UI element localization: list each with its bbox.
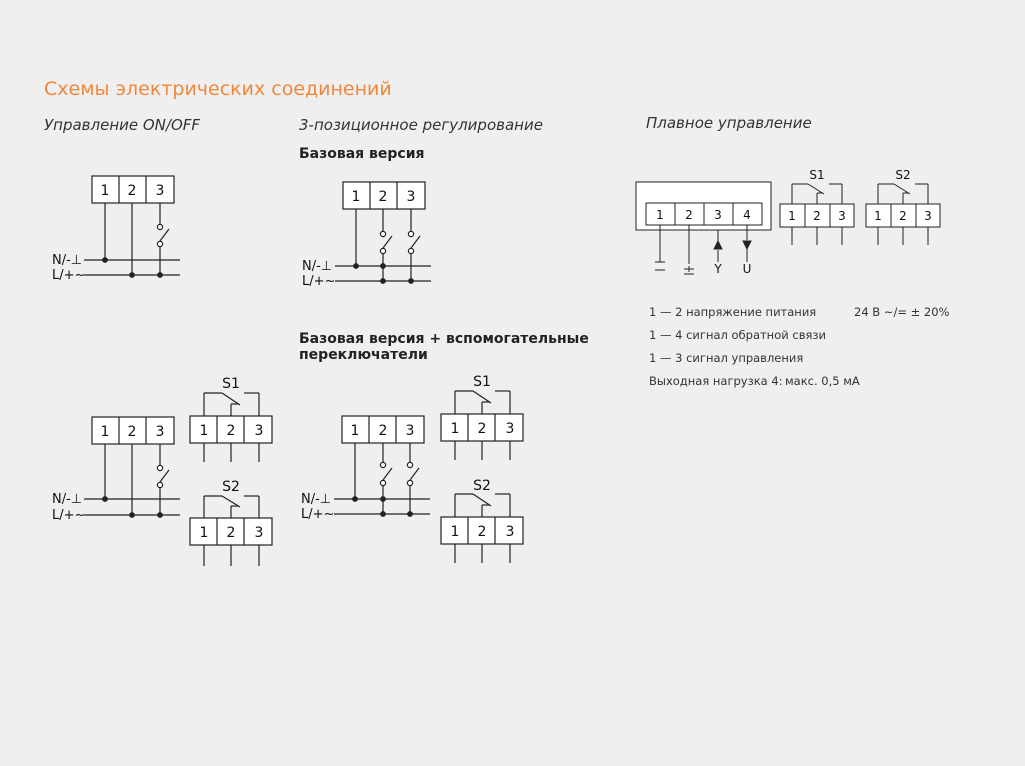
terminal-label: 1 — [450, 524, 460, 540]
line-label-l: L/+~ — [52, 508, 86, 523]
terminal-label: 2 — [477, 421, 487, 437]
legend-row-4-value: макс. 0,5 мA — [785, 374, 860, 388]
terminal-label: 3 — [924, 209, 932, 223]
line-label-l: L/+~ — [301, 507, 335, 522]
line-label-l: L/+~ — [302, 274, 336, 289]
terminal-label: 1 — [874, 209, 882, 223]
legend-row-3-label: 1 — 3 сигнал управления — [649, 351, 804, 365]
terminal-label: 3 — [405, 423, 415, 439]
terminal-label: 3 — [714, 208, 722, 222]
terminal-label: 2 — [226, 423, 236, 439]
terminal-label: 2 — [899, 209, 907, 223]
subsection-basic: Базовая версия — [299, 146, 425, 162]
terminal-label: 1 — [351, 189, 361, 205]
legend-row-2-label: 1 — 4 сигнал обратной связи — [649, 328, 826, 342]
legend-row-1-value: 24 В ~/= ± 20% — [854, 305, 950, 319]
terminal-label: 3 — [406, 189, 416, 205]
switch-label-s2: S2 — [473, 478, 491, 494]
line-label-n: N/-⊥ — [52, 253, 83, 268]
terminal-label: 2 — [477, 524, 487, 540]
terminal-label: 1 — [656, 208, 664, 222]
subsection-basic-aux-line2: переключатели — [299, 347, 428, 363]
diagram-smooth — [636, 182, 771, 264]
subsection-basic-aux-line1: Базовая версия + вспомогательные — [299, 331, 589, 347]
terminal-label: 1 — [199, 525, 209, 541]
terminal-label: 4 — [743, 208, 751, 222]
pin-label-u: U — [742, 262, 752, 276]
terminal-label: 3 — [155, 424, 165, 440]
terminal-label: 1 — [100, 424, 110, 440]
section-title-onoff: Управление ON/OFF — [44, 116, 201, 134]
switch-label-s2: S2 — [895, 168, 911, 182]
terminal-label: 2 — [685, 208, 693, 222]
terminal-label: 3 — [254, 525, 264, 541]
terminal-label: 2 — [127, 424, 137, 440]
line-label-n: N/-⊥ — [52, 492, 83, 507]
terminal-label: 2 — [226, 525, 236, 541]
terminal-label: 3 — [505, 421, 515, 437]
terminal-label: 2 — [813, 209, 821, 223]
switch-label-s2: S2 — [222, 479, 240, 495]
terminal-label: 2 — [127, 183, 137, 199]
terminal-label: 1 — [450, 421, 460, 437]
terminal-label: 1 — [199, 423, 209, 439]
legend-row-4-label: Выходная нагрузка 4: — [649, 374, 783, 388]
terminal-label: 3 — [254, 423, 264, 439]
ground-symbols — [655, 266, 694, 274]
page-title: Схемы электрических соединений — [44, 78, 392, 100]
line-label-n: N/-⊥ — [302, 259, 333, 274]
line-label-n: N/-⊥ — [301, 492, 332, 507]
terminal-label: 3 — [155, 183, 165, 199]
terminal-label: 2 — [378, 423, 388, 439]
legend-row-1-label: 1 — 2 напряжение питания — [649, 305, 817, 319]
section-title-smooth: Плавное управление — [646, 114, 812, 132]
switch-label-s1: S1 — [809, 168, 825, 182]
pin-label-y: Y — [714, 262, 722, 276]
terminal-label: 1 — [350, 423, 360, 439]
terminal-label: 3 — [838, 209, 846, 223]
terminal-label: 3 — [505, 524, 515, 540]
switch-label-s1: S1 — [473, 374, 491, 390]
switch-label-s1: S1 — [222, 376, 240, 392]
terminal-label: 1 — [788, 209, 796, 223]
section-title-three-pos: 3-позиционное регулирование — [299, 116, 543, 134]
terminal-label: 1 — [100, 183, 110, 199]
line-label-l: L/+~ — [52, 268, 86, 283]
terminal-label: 2 — [378, 189, 388, 205]
